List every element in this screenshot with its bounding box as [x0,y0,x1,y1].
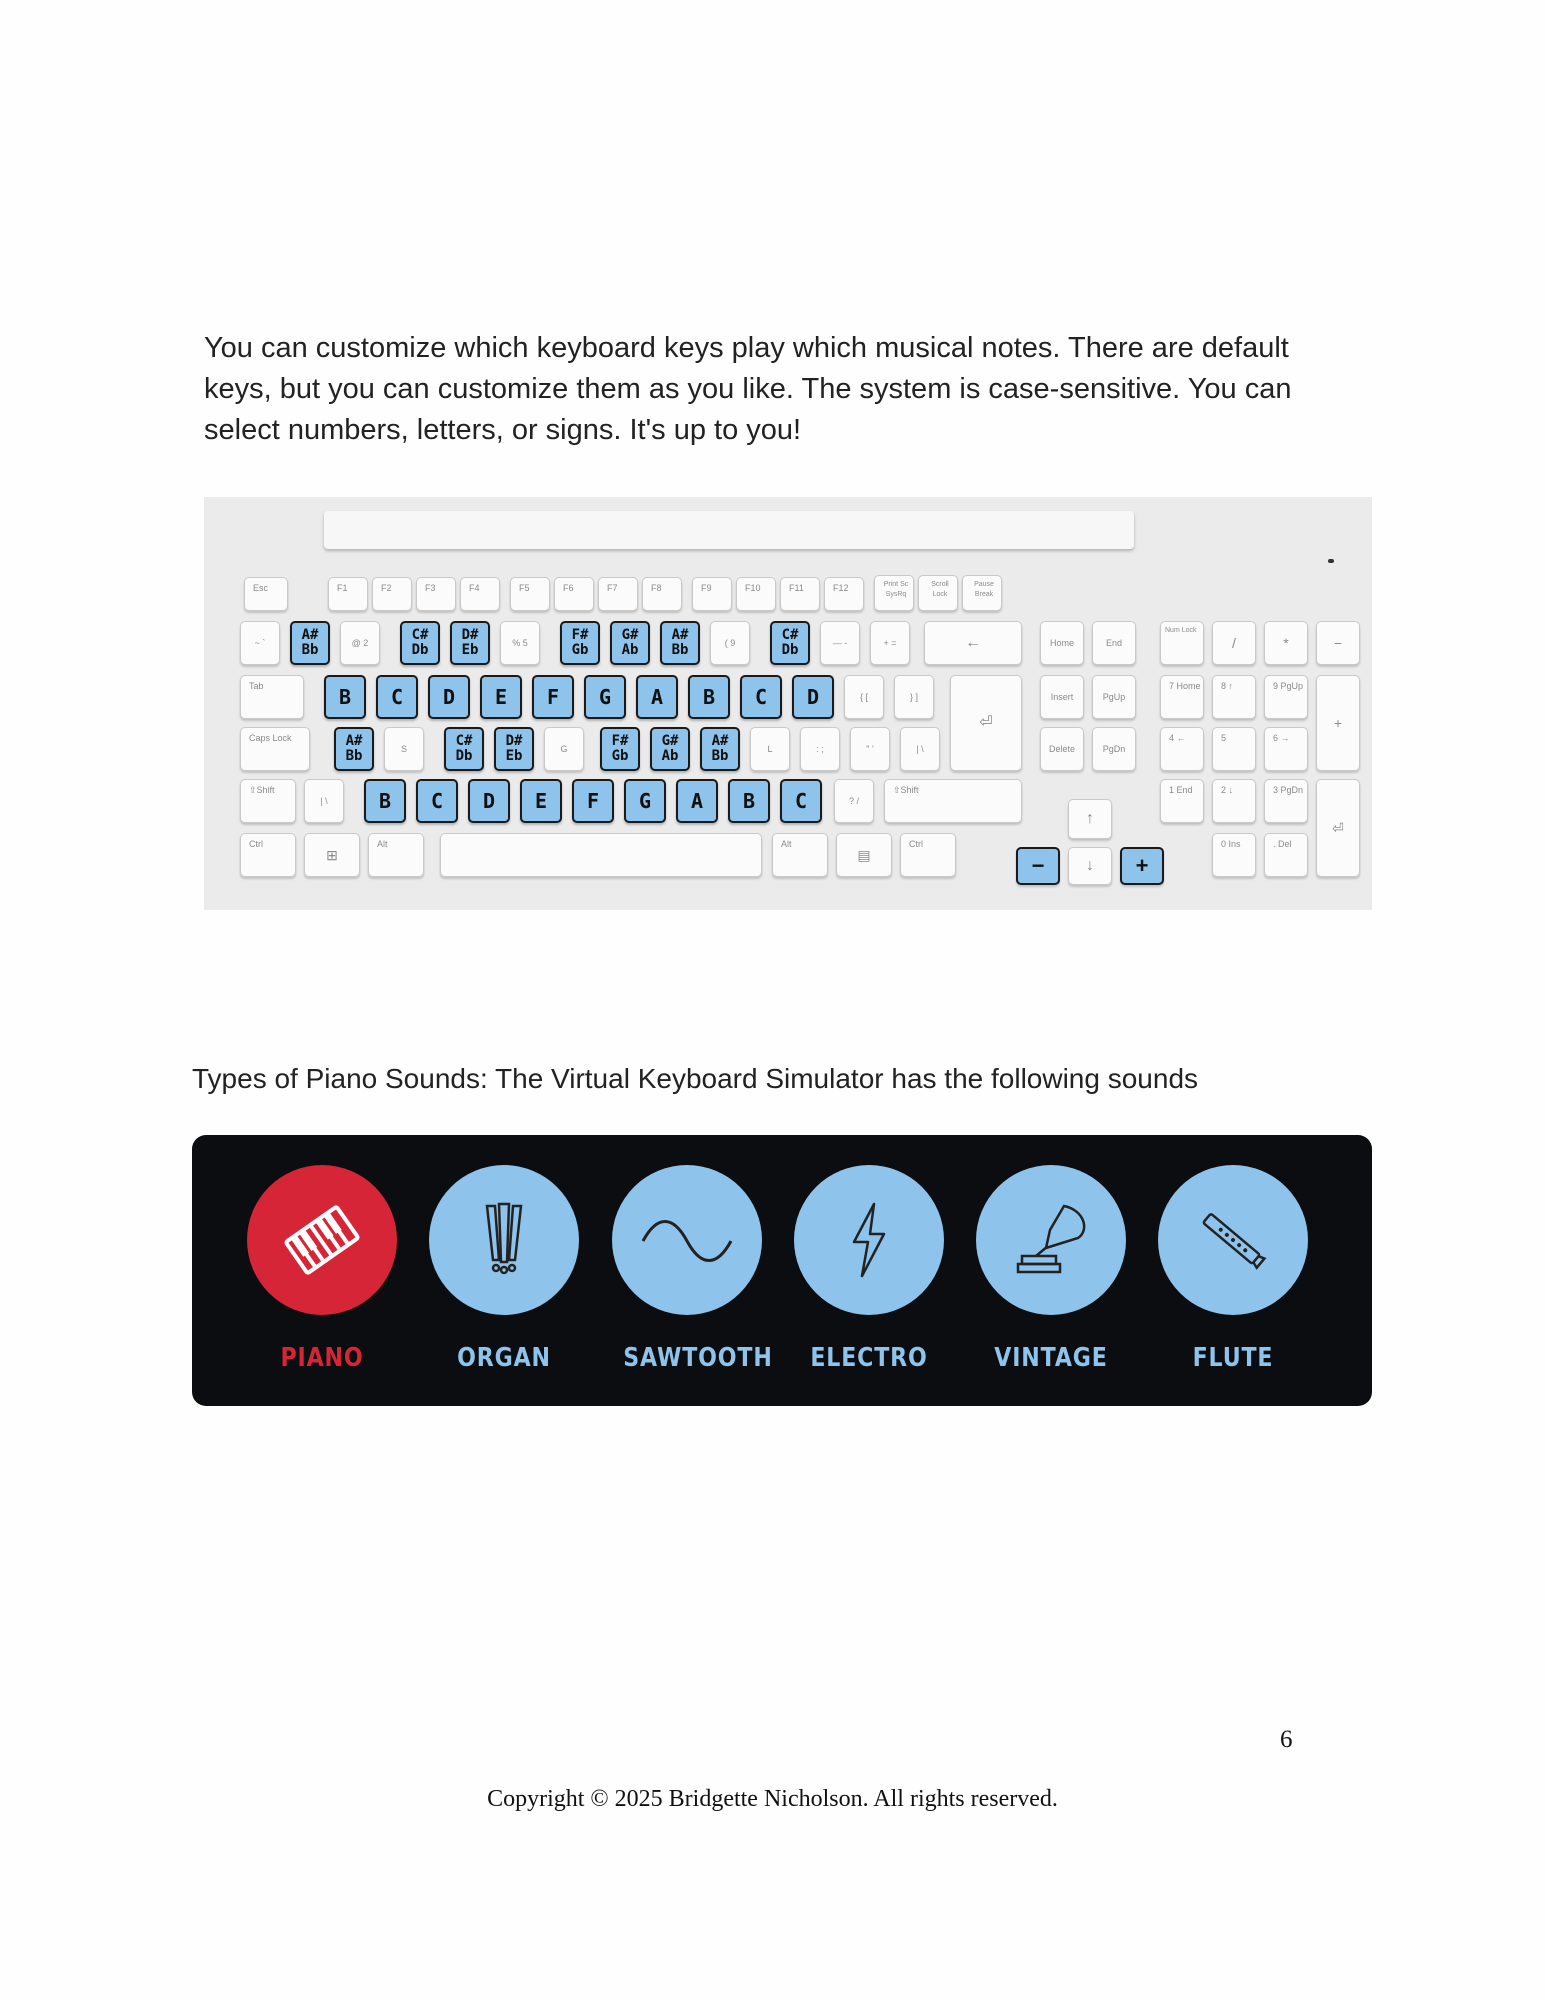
note-alt-label: Ab [621,642,639,658]
intro-line: keys, but you can customize them as you like. The system is case-sensitive. You can [204,373,1292,405]
key-s[interactable]: S [384,727,424,771]
indicator-light [1328,559,1334,563]
key-numpad-enter[interactable]: ⏎ [1316,779,1360,877]
key-f11[interactable]: F11 [780,577,820,611]
note-key-a-sharp[interactable] [334,727,374,771]
sounds-heading: Types of Piano Sounds: The Virtual Keyboard Simulator has the following sounds [192,1063,1199,1094]
note-label: A# [711,733,729,749]
key-page-down[interactable]: PgDn [1092,727,1136,771]
key-f12[interactable]: F12 [824,577,864,611]
note-alt-label: Gb [611,748,629,764]
key-num-lock[interactable]: Num Lock [1160,621,1204,665]
note-label: G# [661,733,679,749]
sound-option-electro[interactable] [794,1165,944,1373]
note-alt-label: Bb [671,642,689,658]
note-key-g[interactable]: G [584,675,626,719]
key-f10[interactable]: F10 [736,577,776,611]
note-alt-label: Gb [571,642,589,658]
sound-label: ORGAN [457,1343,551,1373]
sound-option-organ[interactable] [429,1165,579,1373]
key-page-up[interactable]: PgUp [1092,675,1136,719]
key-numpad-7[interactable]: 7 Home [1160,675,1204,719]
note-key-f-sharp[interactable] [560,621,600,665]
key-numpad-star[interactable]: * [1264,621,1308,665]
key-esc[interactable]: Esc [244,577,288,611]
note-label: A# [345,733,363,749]
key-f6[interactable]: F6 [554,577,594,611]
note-key-e[interactable]: E [520,779,562,823]
lightning-icon [794,1165,944,1315]
note-key-d-sharp[interactable] [494,727,534,771]
note-key-f[interactable]: F [572,779,614,823]
key-left-shift[interactable]: ⇧Shift [240,779,296,823]
key-right-shift[interactable]: ⇧Shift [884,779,1022,823]
intro-line: You can customize which keyboard keys play which musical notes. There are default [204,332,1289,364]
key-numpad-9[interactable]: 9 PgUp [1264,675,1308,719]
key-pause-break[interactable]: Pause Break [962,575,1002,611]
intro-paragraph [204,328,1384,451]
key-backspace[interactable]: ← [924,621,1022,665]
key-numpad-1[interactable]: 1 End [1160,779,1204,823]
key-5[interactable]: % 5 [500,621,540,665]
sound-option-piano[interactable] [247,1165,397,1373]
key-numpad-3[interactable]: 3 PgDn [1264,779,1308,823]
note-key-c[interactable]: C [376,675,418,719]
note-key-g[interactable]: G [624,779,666,823]
note-key-a[interactable]: A [636,675,678,719]
key-2[interactable]: @ 2 [340,621,380,665]
key-l[interactable]: L [750,727,790,771]
key-semicolon[interactable]: : ; [800,727,840,771]
note-label: C# [411,627,429,643]
note-alt-label: Db [411,642,429,658]
note-alt-label: Eb [505,748,523,764]
note-key-c[interactable]: C [416,779,458,823]
note-alt-label: Db [781,642,799,658]
note-label: C# [455,733,473,749]
key-enter[interactable]: ⏎ [950,675,1022,771]
key-9[interactable]: ( 9 [710,621,750,665]
sound-option-flute[interactable] [1158,1165,1308,1373]
key-f4[interactable]: F4 [460,577,500,611]
key-arrow-down[interactable]: ↓ [1068,847,1112,885]
key-g[interactable]: G [544,727,584,771]
key-f7[interactable]: F7 [598,577,638,611]
organ-pipes-icon [429,1165,579,1315]
key-f1[interactable]: F1 [328,577,368,611]
key-left-alt[interactable]: Alt [368,833,424,877]
note-key-f[interactable]: F [532,675,574,719]
note-key-c-sharp[interactable] [400,621,440,665]
flute-icon [1158,1165,1308,1315]
note-label: F# [571,627,589,643]
key-numpad-dot[interactable]: . Del [1264,833,1308,877]
note-key-c-sharp[interactable] [770,621,810,665]
key-quote[interactable]: " ' [850,727,890,771]
note-key-b[interactable]: B [324,675,366,719]
note-label: C# [781,627,799,643]
note-key-d[interactable]: D [468,779,510,823]
key-volume-down[interactable]: − [1016,847,1060,885]
intro-line: select numbers, letters, or signs. It's up to you! [204,414,802,446]
key-numpad-5[interactable]: 5 [1212,727,1256,771]
note-key-b[interactable]: B [688,675,730,719]
key-right-alt[interactable]: Alt [772,833,828,877]
note-key-c[interactable]: C [780,779,822,823]
note-label: D# [461,627,479,643]
note-label: F# [611,733,629,749]
key-tilde[interactable]: ~ ` [240,621,280,665]
key-numpad-4[interactable]: 4 ← [1160,727,1204,771]
note-key-a[interactable]: A [676,779,718,823]
key-print-screen[interactable]: Print Sc SysRq [874,575,914,611]
key-end[interactable]: End [1092,621,1136,665]
key-f3[interactable]: F3 [416,577,456,611]
keyboard-illustration [204,497,1372,910]
page-number: 6 [1280,1726,1293,1753]
sound-label: ELECTRO [810,1343,928,1373]
note-alt-label: Bb [301,642,319,658]
media-key-bar [324,511,1134,549]
sound-label: VINTAGE [994,1343,1108,1373]
key-numpad-6[interactable]: 6 → [1264,727,1308,771]
note-key-f-sharp[interactable] [600,727,640,771]
note-label: D# [505,733,523,749]
key-right-bracket[interactable]: } ] [894,675,934,719]
key-f5[interactable]: F5 [510,577,550,611]
sound-label: SAWTOOTH [623,1343,773,1373]
key-backslash[interactable]: | \ [900,727,940,771]
key-scroll-lock[interactable]: Scroll Lock [918,575,958,611]
key-numpad-slash[interactable]: / [1212,621,1256,665]
note-key-a-sharp[interactable] [660,621,700,665]
note-key-b[interactable]: B [728,779,770,823]
key-caps-lock[interactable]: Caps Lock [240,727,310,771]
key-numpad-0[interactable]: 0 Ins [1212,833,1256,877]
sound-selector-panel [192,1135,1372,1406]
key-insert[interactable]: Insert [1040,675,1084,719]
sound-option-vintage[interactable] [976,1165,1126,1373]
note-key-d-sharp[interactable] [450,621,490,665]
key-minus[interactable]: — - [820,621,860,665]
key-f8[interactable]: F8 [642,577,682,611]
note-alt-label: Bb [711,748,729,764]
gramophone-icon [976,1165,1126,1315]
key-numpad-plus[interactable]: + [1316,675,1360,771]
note-alt-label: Eb [461,642,479,658]
key-pipe[interactable]: | \ [304,779,344,823]
key-f2[interactable]: F2 [372,577,412,611]
key-numpad-8[interactable]: 8 ↑ [1212,675,1256,719]
key-left-bracket[interactable]: { [ [844,675,884,719]
copyright-notice: Copyright © 2025 Bridgette Nicholson. All rights reserved. [487,1786,1058,1812]
key-numpad-2[interactable]: 2 ↓ [1212,779,1256,823]
note-alt-label: Db [455,748,473,764]
note-key-g-sharp[interactable] [650,727,690,771]
key-home[interactable]: Home [1040,621,1084,665]
note-key-c-sharp[interactable] [444,727,484,771]
key-space[interactable] [440,833,762,877]
key-right-ctrl[interactable]: Ctrl [900,833,956,877]
note-key-e[interactable]: E [480,675,522,719]
key-left-ctrl[interactable]: Ctrl [240,833,296,877]
key-numpad-minus[interactable]: − [1316,621,1360,665]
note-key-a-sharp[interactable] [700,727,740,771]
note-label: A# [671,627,689,643]
key-menu[interactable]: ▤ [836,833,892,877]
note-key-d[interactable]: D [428,675,470,719]
note-label: G# [621,627,639,643]
key-f9[interactable]: F9 [692,577,732,611]
note-alt-label: Bb [345,748,363,764]
sound-label: FLUTE [1192,1343,1274,1373]
sound-option-sawtooth[interactable] [612,1165,773,1373]
key-tab[interactable]: Tab [240,675,304,719]
key-delete[interactable]: Delete [1040,727,1084,771]
sound-label: PIANO [280,1343,364,1373]
piano-icon [247,1165,397,1315]
note-alt-label: Ab [661,748,679,764]
note-key-c[interactable]: C [740,675,782,719]
key-volume-up[interactable]: + [1120,847,1164,885]
note-label: A# [301,627,319,643]
key-windows[interactable]: ⊞ [304,833,360,877]
key-equals[interactable]: + = [870,621,910,665]
note-key-b[interactable]: B [364,779,406,823]
note-key-g-sharp[interactable] [610,621,650,665]
note-key-a-sharp[interactable] [290,621,330,665]
wave-icon [612,1165,762,1315]
key-slash[interactable]: ? / [834,779,874,823]
note-key-d[interactable]: D [792,675,834,719]
key-arrow-up[interactable]: ↑ [1068,799,1112,839]
